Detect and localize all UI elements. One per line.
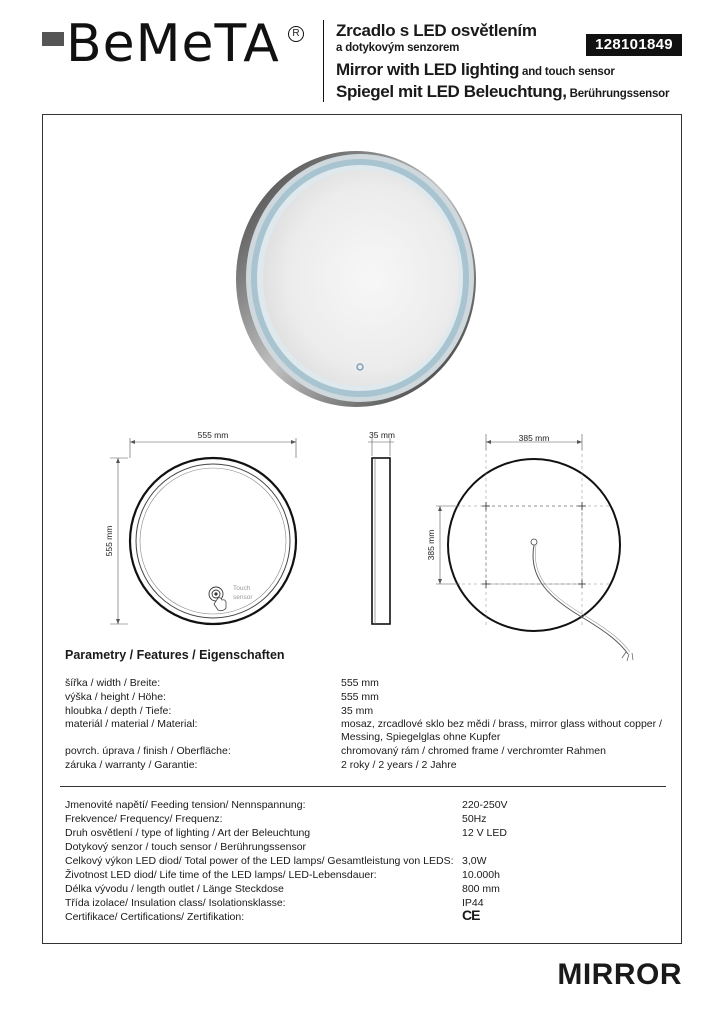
feature-label: záruka / warranty / Garantie: <box>65 759 198 771</box>
feature-value: Messing, Spiegelglas ohne Kupfer <box>341 731 501 743</box>
registered-mark: R <box>288 26 304 42</box>
width-dimension: 555 mm <box>197 430 229 440</box>
spec-value: 800 mm <box>462 883 500 895</box>
product-photo <box>230 146 480 414</box>
feature-label: šířka / width / Breite: <box>65 677 161 689</box>
feature-label: materiál / material / Material: <box>65 718 198 730</box>
back-view-drawing <box>420 428 640 668</box>
feature-value: 35 mm <box>341 705 374 717</box>
title-en-line <box>336 60 615 80</box>
subtitle-en: and touch sensor <box>519 66 615 78</box>
mount-height-dimension: 385 mm <box>426 529 436 561</box>
spec-value: 50Hz <box>462 813 487 825</box>
product-code: 128101849 <box>586 34 682 56</box>
spec-value: 3,0W <box>462 855 487 867</box>
spec-label: Druh osvětlení / type of lighting / Art der Beleuchtung <box>65 827 311 839</box>
spec-label: Délka vývodu / length outlet / Länge Steckdose <box>65 883 284 895</box>
feature-value: 2 roky / 2 years / 2 Jahre <box>341 759 457 771</box>
features-title: Parametry / Features / Eigenschaften <box>65 648 285 662</box>
title-cz: Zrcadlo s LED osvětlením <box>336 21 537 40</box>
touch-label-2: sensor <box>233 594 253 601</box>
depth-dimension: 35 mm <box>369 430 395 440</box>
spec-label: Frekvence/ Frequency/ Frequenz: <box>65 813 223 825</box>
spec-label: Celkový výkon LED diod/ Total power of the LED lamps/ Gesamtleistung von LEDS: <box>65 855 454 867</box>
feature-value: mosaz, zrcadlové sklo bez mědi / brass, mirror glass without copper / <box>341 718 662 730</box>
height-dimension: 555 mm <box>104 525 114 557</box>
section-divider <box>60 786 666 787</box>
front-outer-circle <box>130 458 296 624</box>
spec-value: 10.000h <box>462 869 500 881</box>
feature-label: hloubka / depth / Tiefe: <box>65 705 172 717</box>
feature-value: 555 mm <box>341 691 379 703</box>
cable-outlet <box>531 539 537 545</box>
feature-value: 555 mm <box>341 677 379 689</box>
touch-label-1: Touch <box>233 585 251 592</box>
power-cable <box>533 545 628 654</box>
mount-width-dimension: 385 mm <box>518 433 550 443</box>
spec-label: Certifikace/ Certifications/ Zertifikation: <box>65 911 245 923</box>
spec-value: 12 V LED <box>462 827 507 839</box>
mirror-glass <box>263 170 459 386</box>
title-en: Mirror with LED lighting <box>336 60 520 79</box>
front-view-drawing <box>100 428 310 628</box>
subtitle-cz: a dotykovým senzorem <box>336 42 460 54</box>
feature-value: chromovaný rám / chromed frame / verchromter Rahmen <box>341 745 606 757</box>
spec-label: Třída izolace/ Insulation class/ Isolationsklasse: <box>65 897 286 909</box>
feature-label: výška / height / Höhe: <box>65 691 166 703</box>
brand-logo: BeMeTA <box>66 14 280 74</box>
header-divider <box>323 20 324 102</box>
ce-mark-icon: CE <box>462 907 480 923</box>
title-de: Spiegel mit LED Beleuchtung, <box>336 82 567 101</box>
side-view-drawing <box>358 428 398 628</box>
category-label: MIRROR <box>557 958 682 991</box>
spec-label: Dotykový senzor / touch sensor / Berührungssensor <box>65 841 307 853</box>
subtitle-de: Berührungssensor <box>566 88 670 100</box>
spec-label: Jmenovité napětí/ Feeding tension/ Nennspannung: <box>65 799 306 811</box>
spec-value: 220-250V <box>462 799 508 811</box>
feature-label: povrch. úprava / finish / Oberfläche: <box>65 745 231 757</box>
title-de-line <box>336 82 669 102</box>
spec-value: IP44 <box>462 897 484 909</box>
spec-label: Životnost LED diod/ Life time of the LED lamps/ LED-Lebensdauer: <box>65 869 377 881</box>
logo-mark <box>42 32 64 46</box>
